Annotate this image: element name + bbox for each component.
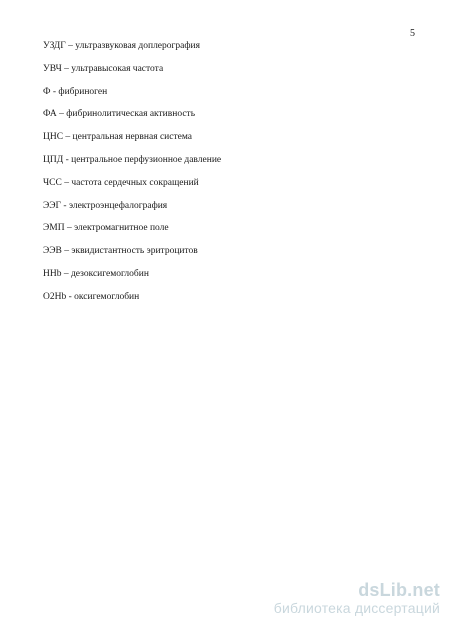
watermark-logo: dsLib.net (358, 580, 440, 600)
abbreviation-item: ННb – дезоксигемоглобин (43, 268, 149, 279)
watermark (274, 580, 440, 616)
abbreviation-item: ЦПД - центральное перфузионное давление (43, 154, 222, 165)
abbreviation-item: Ф - фибриноген (43, 86, 108, 97)
abbreviation-item: ЭМП – электромагнитное поле (43, 223, 169, 234)
abbreviation-item: УЗДГ – ультразвуковая доплерография (43, 41, 200, 51)
abbreviation-list (43, 41, 403, 315)
abbreviation-item: О2Нb - оксигемоглобин (43, 291, 140, 302)
abbreviation-item: ЭЭВ – эквидистантность эритроцитов (43, 246, 198, 257)
abbreviation-item: ЧСС – частота сердечных сокращений (43, 177, 199, 188)
watermark-subtitle: библиотека диссертаций (273, 600, 440, 616)
abbreviation-item: ЭЭГ - электроэнцефалография (43, 200, 168, 211)
page-number: 5 (410, 28, 415, 39)
abbreviation-item: ФА – фибринолитическая активность (43, 109, 196, 120)
abbreviation-item: УВЧ – ультравысокая частота (43, 63, 164, 74)
abbreviation-item: ЦНС – центральная нервная система (43, 132, 193, 143)
